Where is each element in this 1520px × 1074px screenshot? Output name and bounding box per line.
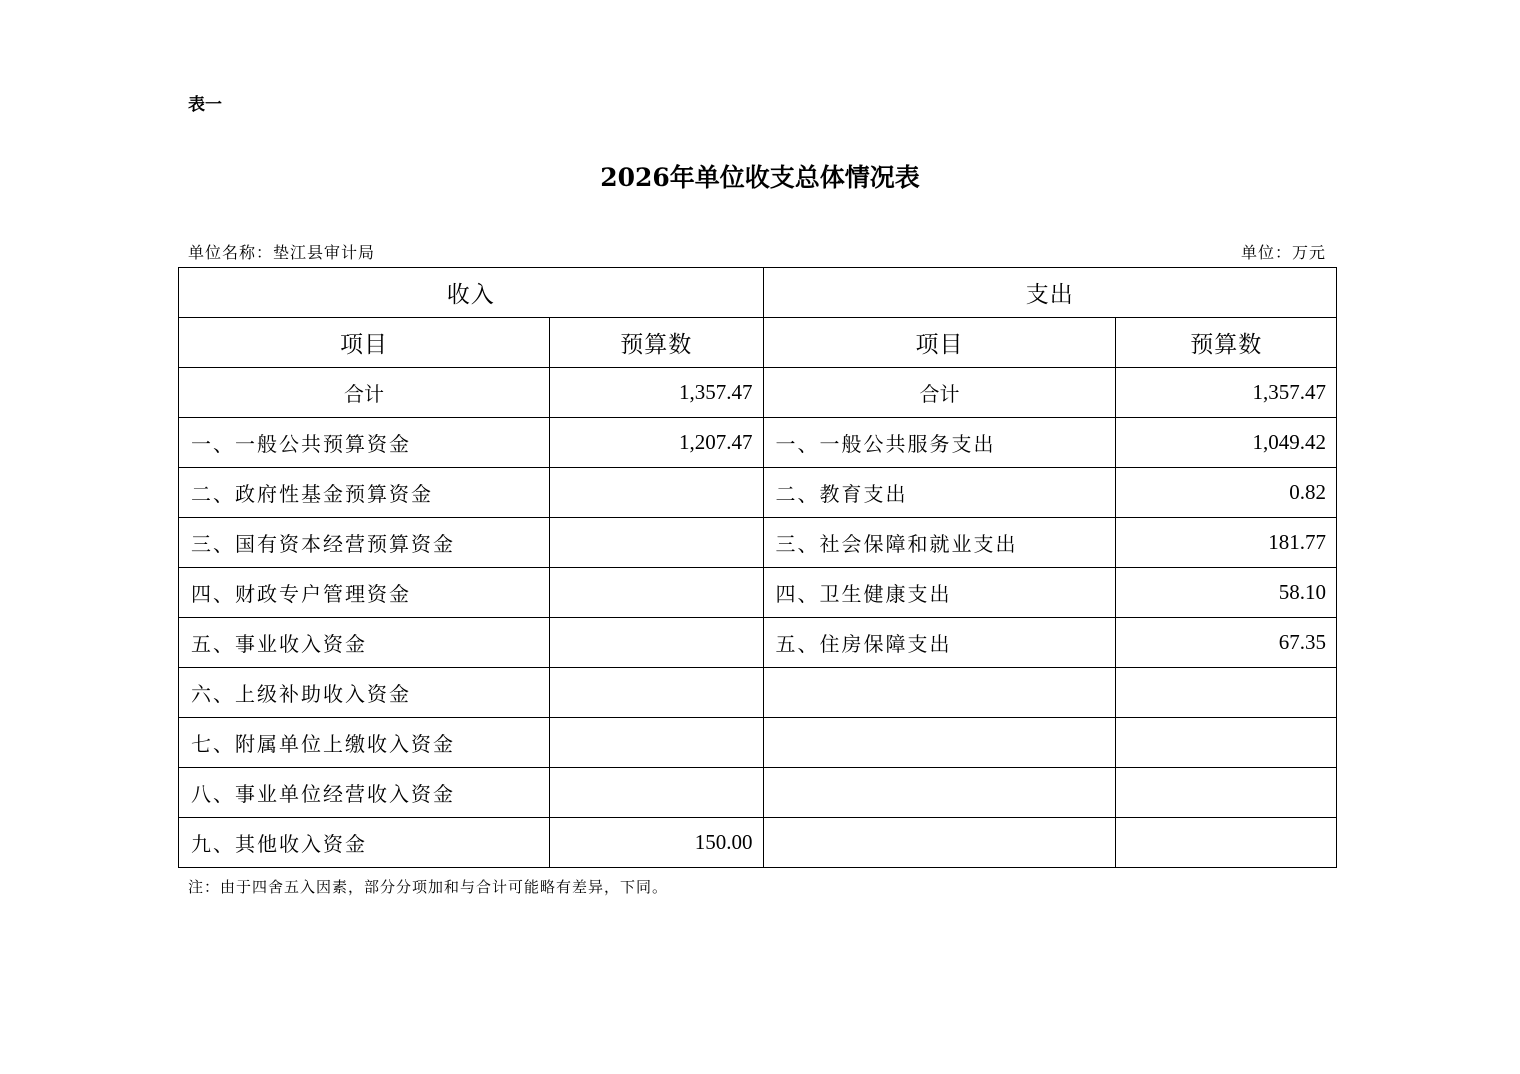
expense-item-cell xyxy=(763,668,1116,718)
income-value-cell xyxy=(549,768,763,818)
total-row xyxy=(179,368,1337,418)
income-item-cell: 一、一般公共预算资金 xyxy=(179,418,550,468)
expense-item-cell xyxy=(763,818,1116,868)
expense-total-label: 合计 xyxy=(763,368,1116,418)
expense-value-cell xyxy=(1116,718,1337,768)
table-row xyxy=(179,768,1337,818)
expense-value-cell xyxy=(1116,668,1337,718)
table-row xyxy=(179,518,1337,568)
income-item-cell: 五、事业收入资金 xyxy=(179,618,550,668)
income-item-cell: 四、财政专户管理资金 xyxy=(179,568,550,618)
expense-value-cell xyxy=(1116,818,1337,868)
income-budget-header: 预算数 xyxy=(549,318,763,368)
income-header: 收入 xyxy=(179,268,764,318)
table-row xyxy=(179,618,1337,668)
income-item-cell: 七、附属单位上缴收入资金 xyxy=(179,718,550,768)
table-row xyxy=(179,818,1337,868)
expense-item-cell: 四、卫生健康支出 xyxy=(763,568,1116,618)
unit-label: 单位：万元 xyxy=(1240,243,1326,262)
expense-item-cell: 三、社会保障和就业支出 xyxy=(763,518,1116,568)
income-value-cell xyxy=(549,668,763,718)
table-row xyxy=(179,418,1337,468)
income-item-cell: 六、上级补助收入资金 xyxy=(179,668,550,718)
expense-item-cell: 二、教育支出 xyxy=(763,468,1116,518)
income-value-cell xyxy=(549,718,763,768)
expense-item-cell: 五、住房保障支出 xyxy=(763,618,1116,668)
income-value-cell xyxy=(549,518,763,568)
expense-item-cell xyxy=(763,768,1116,818)
expense-total-value: 1,357.47 xyxy=(1116,368,1337,418)
income-item-cell: 八、事业单位经营收入资金 xyxy=(179,768,550,818)
expense-budget-header: 预算数 xyxy=(1116,318,1337,368)
expense-value-cell: 67.35 xyxy=(1116,618,1337,668)
income-item-cell: 二、政府性基金预算资金 xyxy=(179,468,550,518)
section-header-row xyxy=(179,268,1337,318)
income-value-cell xyxy=(549,618,763,668)
table-label: 表一 xyxy=(188,95,222,115)
page-title: 2026年单位收支总体情况表 xyxy=(600,163,920,192)
expense-value-cell: 0.82 xyxy=(1116,468,1337,518)
expense-value-cell: 1,049.42 xyxy=(1116,418,1337,468)
income-total-value: 1,357.47 xyxy=(549,368,763,418)
income-value-cell xyxy=(549,568,763,618)
income-item-cell: 三、国有资本经营预算资金 xyxy=(179,518,550,568)
expense-item-cell: 一、一般公共服务支出 xyxy=(763,418,1116,468)
expense-value-cell xyxy=(1116,768,1337,818)
budget-table xyxy=(178,267,1337,868)
expense-item-header: 项目 xyxy=(763,318,1116,368)
income-item-cell: 九、其他收入资金 xyxy=(179,818,550,868)
table-row xyxy=(179,468,1337,518)
income-value-cell xyxy=(549,468,763,518)
income-total-label: 合计 xyxy=(179,368,550,418)
footnote: 注：由于四舍五入因素，部分分项加和与合计可能略有差异，下同。 xyxy=(188,878,669,896)
expense-header: 支出 xyxy=(763,268,1337,318)
table-row xyxy=(179,568,1337,618)
income-value-cell: 1,207.47 xyxy=(549,418,763,468)
table-row xyxy=(179,718,1337,768)
unit-name: 单位名称：垫江县审计局 xyxy=(188,243,376,262)
income-item-header: 项目 xyxy=(179,318,550,368)
expense-value-cell: 58.10 xyxy=(1116,568,1337,618)
expense-item-cell xyxy=(763,718,1116,768)
expense-value-cell: 181.77 xyxy=(1116,518,1337,568)
income-value-cell: 150.00 xyxy=(549,818,763,868)
table-row xyxy=(179,668,1337,718)
column-header-row xyxy=(179,318,1337,368)
